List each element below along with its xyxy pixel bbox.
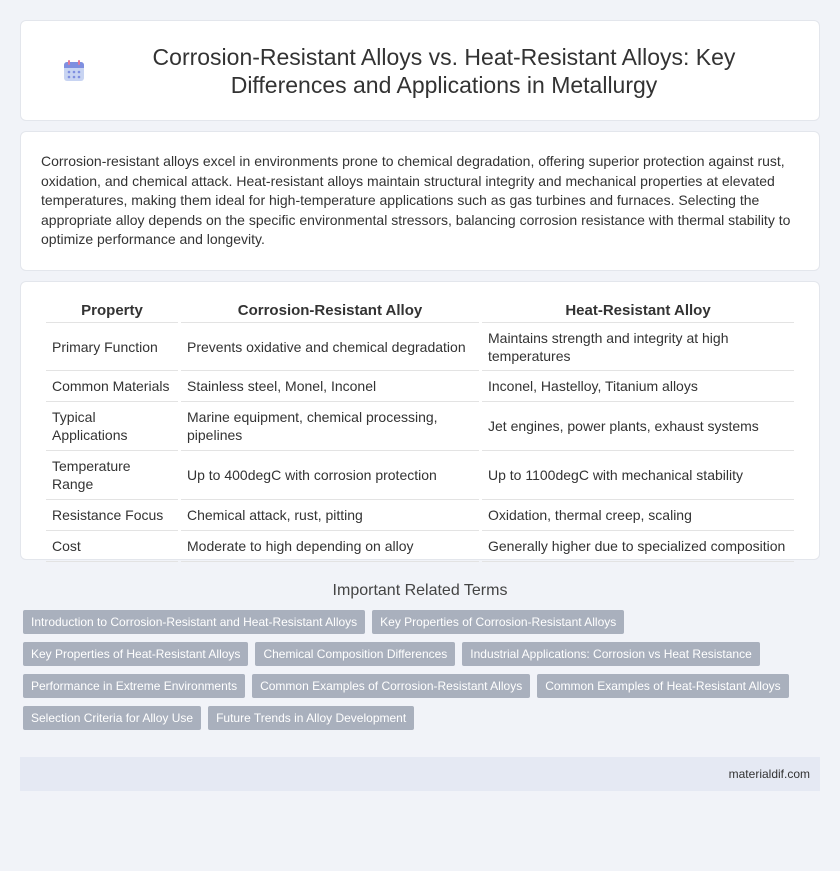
header-inner bbox=[61, 43, 779, 99]
header-card bbox=[20, 20, 820, 121]
table-cell: Moderate to high depending on alloy bbox=[181, 531, 479, 562]
footer-site-link[interactable]: materialdif.com bbox=[728, 767, 810, 781]
related-term-tag[interactable]: Key Properties of Corrosion-Resistant Alloys bbox=[372, 610, 624, 634]
intro-card bbox=[20, 131, 820, 271]
table-cell: Resistance Focus bbox=[46, 500, 178, 531]
table-cell: Up to 1100degC with mechanical stability bbox=[482, 451, 794, 500]
table-row bbox=[46, 531, 794, 562]
related-term-tag[interactable]: Industrial Applications: Corrosion vs Heat Resistance bbox=[462, 642, 759, 666]
table-row bbox=[46, 402, 794, 451]
intro-text: Corrosion-resistant alloys excel in environments prone to chemical degradation, offering superior protection against rust, oxidation, and chemical attack. Heat-resistant alloys maintain structural integrity and mechanical properties at elevated temperatures, making them ideal for high-temperature applications such as gas turbines and furnaces. Selecting the appropriate alloy depends on the specific environmental stressors, balancing corrosion resistance with thermal stability to optimize performance and longevity. bbox=[41, 153, 791, 247]
table-cell: Up to 400degC with corrosion protection bbox=[181, 451, 479, 500]
related-term-tag[interactable]: Chemical Composition Differences bbox=[255, 642, 455, 666]
table-cell: Typical Applications bbox=[46, 402, 178, 451]
calendar-icon bbox=[61, 58, 87, 84]
table-cell: Jet engines, power plants, exhaust systems bbox=[482, 402, 794, 451]
table-header-cell: Corrosion-Resistant Alloy bbox=[181, 294, 479, 323]
table-cell: Stainless steel, Monel, Inconel bbox=[181, 371, 479, 402]
related-term-tag[interactable]: Introduction to Corrosion-Resistant and Heat-Resistant Alloys bbox=[23, 610, 365, 634]
related-term-tag[interactable]: Common Examples of Heat-Resistant Alloys bbox=[537, 674, 788, 698]
related-term-tag[interactable]: Common Examples of Corrosion-Resistant Alloys bbox=[252, 674, 530, 698]
table-cell: Generally higher due to specialized composition bbox=[482, 531, 794, 562]
table-cell: Chemical attack, rust, pitting bbox=[181, 500, 479, 531]
table-cell: Inconel, Hastelloy, Titanium alloys bbox=[482, 371, 794, 402]
table-cell: Common Materials bbox=[46, 371, 178, 402]
table-cell: Primary Function bbox=[46, 323, 178, 371]
comparison-table bbox=[43, 294, 797, 562]
table-row bbox=[46, 500, 794, 531]
related-terms-tags bbox=[20, 610, 820, 738]
table-row bbox=[46, 371, 794, 402]
table-row bbox=[46, 451, 794, 500]
related-terms-title: Important Related Terms bbox=[332, 582, 508, 599]
related-term-tag[interactable]: Selection Criteria for Alloy Use bbox=[23, 706, 201, 730]
table-row bbox=[46, 323, 794, 371]
table-header-row bbox=[46, 294, 794, 323]
table-cell: Oxidation, thermal creep, scaling bbox=[482, 500, 794, 531]
related-term-tag[interactable]: Performance in Extreme Environments bbox=[23, 674, 245, 698]
related-term-tag[interactable]: Future Trends in Alloy Development bbox=[208, 706, 414, 730]
table-cell: Temperature Range bbox=[46, 451, 178, 500]
table-header-cell: Property bbox=[46, 294, 178, 323]
related-terms-section bbox=[0, 582, 840, 738]
related-term-tag[interactable]: Key Properties of Heat-Resistant Alloys bbox=[23, 642, 248, 666]
comparison-table-card bbox=[20, 281, 820, 560]
footer bbox=[20, 757, 820, 791]
page-title: Corrosion-Resistant Alloys vs. Heat-Resistant Alloys: Key Differences and Applications in Metallurgy bbox=[152, 43, 736, 98]
table-cell: Marine equipment, chemical processing, pipelines bbox=[181, 402, 479, 451]
table-cell: Cost bbox=[46, 531, 178, 562]
table-header-cell: Heat-Resistant Alloy bbox=[482, 294, 794, 323]
table-cell: Prevents oxidative and chemical degradation bbox=[181, 323, 479, 371]
table-cell: Maintains strength and integrity at high temperatures bbox=[482, 323, 794, 371]
